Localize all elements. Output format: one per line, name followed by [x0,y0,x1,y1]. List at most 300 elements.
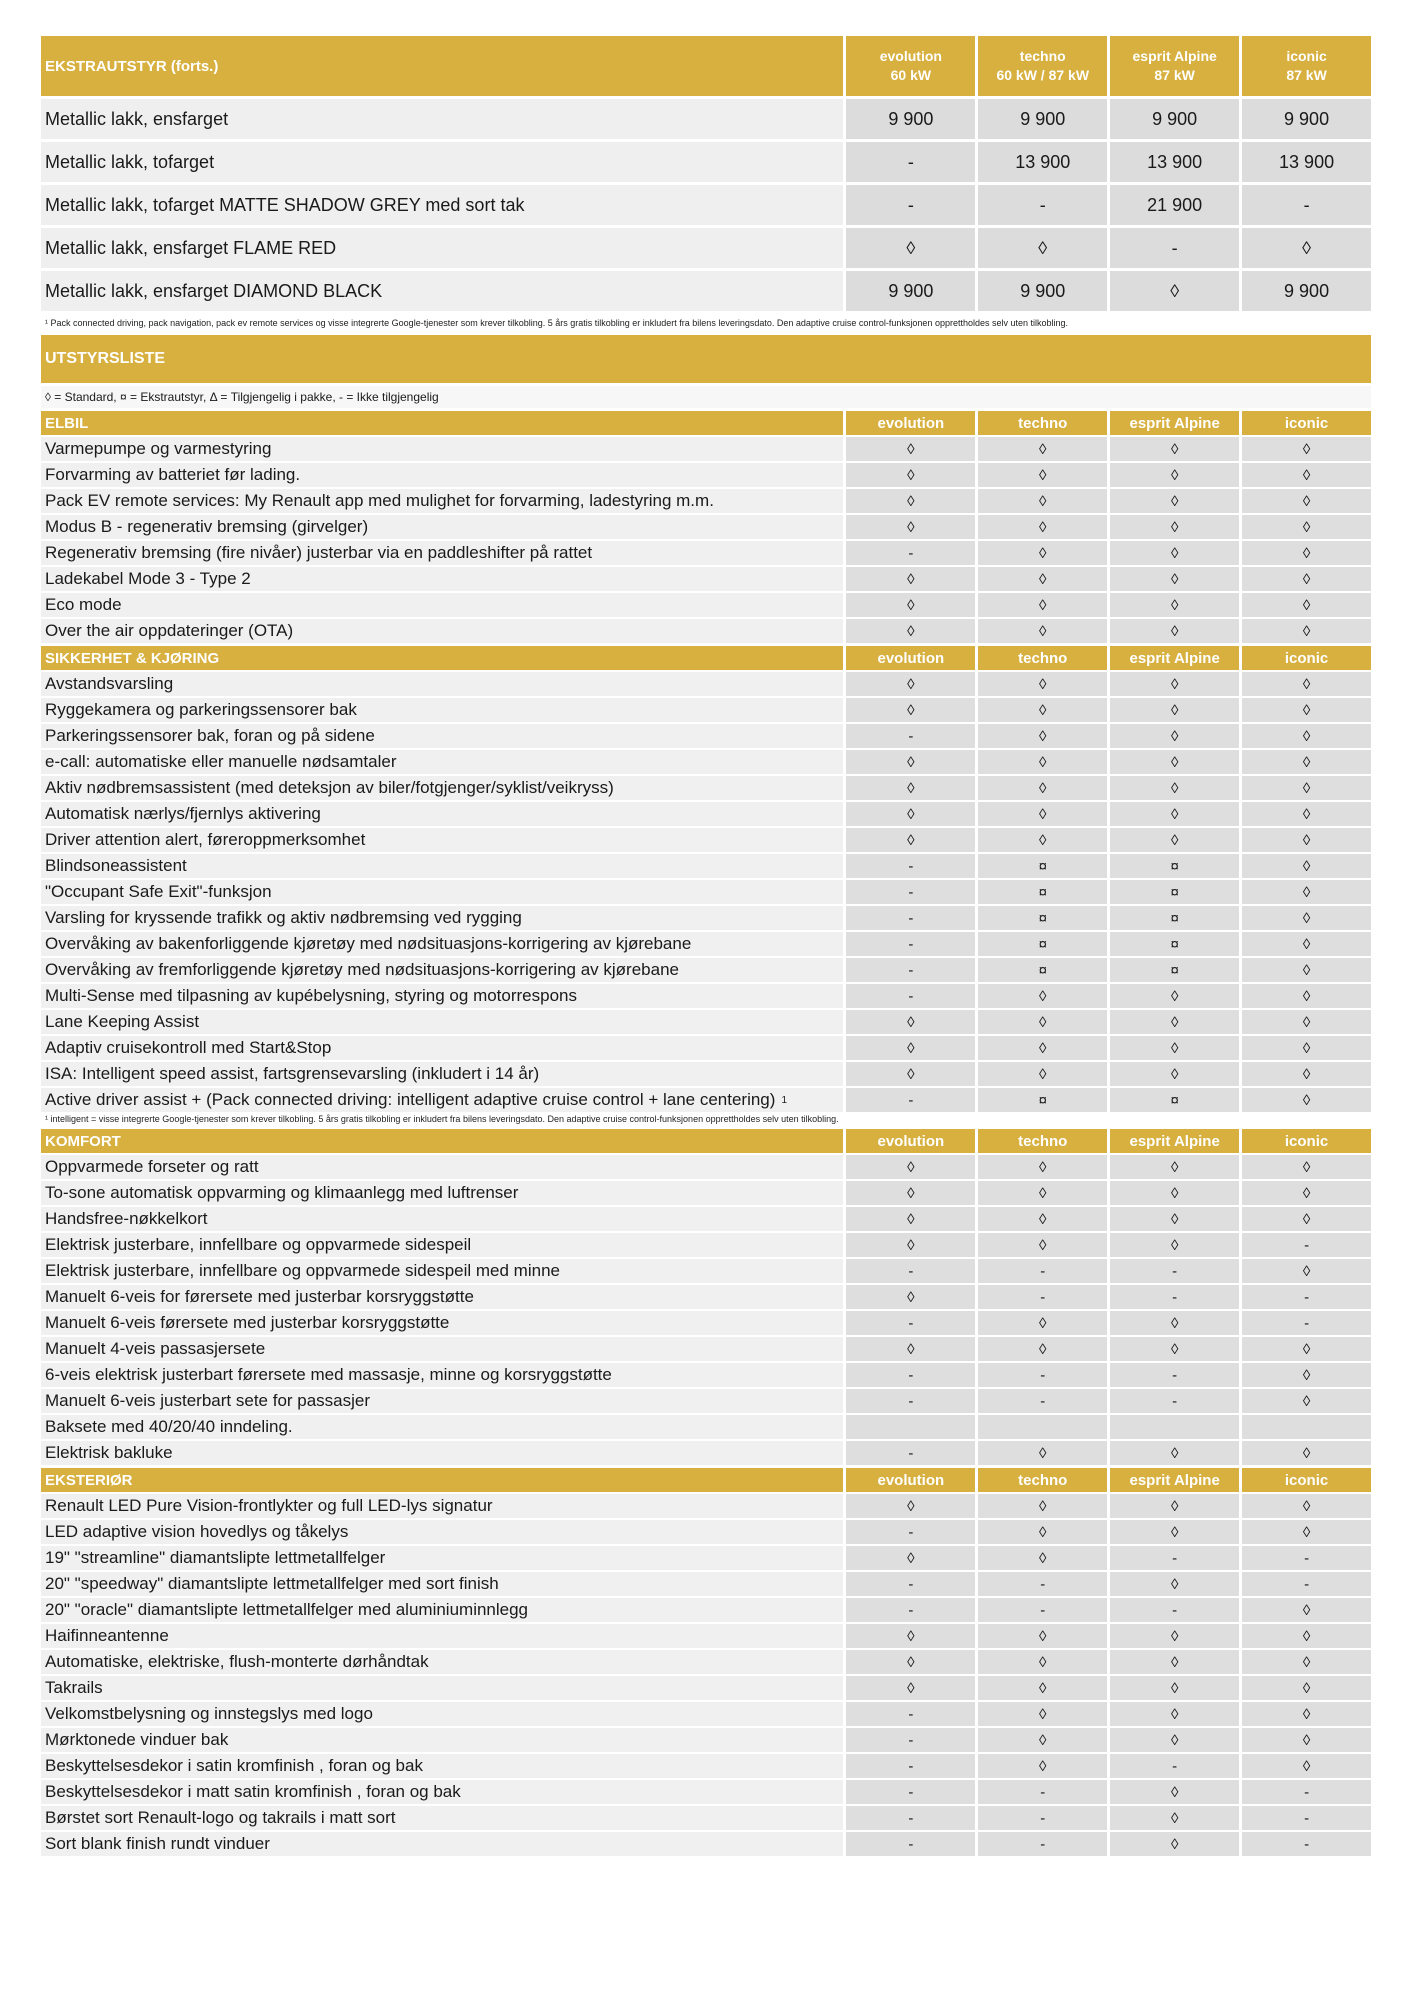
equipment-label [41,776,843,800]
equipment-label-text: Børstet sort Renault-logo og takrails i matt sort [45,1808,396,1827]
equipment-label-text: Beskyttelsesdekor i matt satin kromfinish , foran og bak [45,1782,461,1801]
column-header-evolution [846,36,975,96]
availability-techno: ◊ [978,1702,1107,1726]
availability-esprit-alpine: - [1110,1259,1239,1283]
equipment-label-text: Elektrisk justerbare, innfellbare og oppvarmede sidespeil [45,1235,472,1254]
equipment-row [41,619,1371,643]
availability-iconic: - [1242,1806,1371,1830]
column-header-iconic [1242,36,1371,96]
equipment-row [41,1728,1371,1752]
equipment-row [41,750,1371,774]
equipment-list-title: UTSTYRSLISTE [41,335,1371,383]
availability-esprit-alpine: ◊ [1110,1676,1239,1700]
availability-iconic: ◊ [1242,489,1371,513]
trim-label-esprit-alpine: esprit Alpine [1110,411,1239,435]
availability-techno: ¤ [978,880,1107,904]
availability-evolution: ◊ [846,515,975,539]
availability-iconic: ◊ [1242,437,1371,461]
equipment-label [41,1088,843,1112]
extras-price-iconic: ◊ [1242,228,1371,268]
equipment-row [41,1754,1371,1778]
equipment-row [41,1337,1371,1361]
equipment-label [41,1285,843,1309]
equipment-row [41,1363,1371,1387]
equipment-label-text: Haifinneantenne [45,1626,169,1645]
availability-iconic: ◊ [1242,463,1371,487]
availability-techno: - [978,1285,1107,1309]
availability-esprit-alpine: ◊ [1110,672,1239,696]
equipment-label [41,1572,843,1596]
equipment-label [41,932,843,956]
availability-esprit-alpine: - [1110,1598,1239,1622]
availability-esprit-alpine [1110,1415,1239,1439]
availability-techno: ¤ [978,1088,1107,1112]
availability-iconic: - [1242,1572,1371,1596]
equipment-row [41,776,1371,800]
availability-iconic: ◊ [1242,984,1371,1008]
availability-esprit-alpine: ◊ [1110,1494,1239,1518]
column-power: 60 kW / 87 kW [996,67,1090,83]
equipment-label-text: Automatiske, elektriske, flush-monterte dørhåndtak [45,1652,429,1671]
equipment-row [41,489,1371,513]
availability-iconic: ◊ [1242,906,1371,930]
trim-label-techno: techno [978,1129,1107,1153]
equipment-label-text: 6-veis elektrisk justerbart førersete med massasje, minne og korsryggstøtte [45,1365,612,1384]
availability-techno: ◊ [978,1181,1107,1205]
availability-evolution: ◊ [846,463,975,487]
extras-price-iconic: 9 900 [1242,271,1371,311]
equipment-label-text: Lane Keeping Assist [45,1012,200,1031]
availability-evolution: ◊ [846,828,975,852]
equipment-label [41,1546,843,1570]
equipment-label-text: Beskyttelsesdekor i satin kromfinish , foran og bak [45,1756,423,1775]
availability-techno: ◊ [978,619,1107,643]
trim-label-iconic: iconic [1242,1129,1371,1153]
availability-esprit-alpine: - [1110,1754,1239,1778]
equipment-row [41,1441,1371,1465]
equipment-row [41,1780,1371,1804]
equipment-row [41,437,1371,461]
availability-evolution: - [846,1780,975,1804]
availability-evolution: - [846,1832,975,1856]
equipment-row [41,1207,1371,1231]
equipment-label-text: Velkomstbelysning og innstegslys med logo [45,1704,373,1723]
availability-iconic [1242,1415,1371,1439]
equipment-label [41,750,843,774]
equipment-legend: ◊ = Standard, ¤ = Ekstrautstyr, Δ = Tilgjengelig i pakke, - = Ikke tilgjengelig [41,386,1371,408]
extras-row [41,271,1371,311]
equipment-label-text: 20" "oracle" diamantslipte lettmetallfelger med aluminiuminnlegg [45,1600,529,1619]
equipment-label-text: Blindsoneassistent [45,856,187,875]
equipment-label [41,463,843,487]
availability-evolution: - [846,854,975,878]
extras-row-label: Metallic lakk, ensfarget [41,99,843,139]
extras-row-label: Metallic lakk, tofarget [41,142,843,182]
availability-iconic: ◊ [1242,1494,1371,1518]
availability-iconic: ◊ [1242,750,1371,774]
extras-row [41,99,1371,139]
equipment-label [41,567,843,591]
equipment-label [41,880,843,904]
equipment-label [41,1780,843,1804]
equipment-row [41,1259,1371,1283]
price-list-page [41,36,1371,1856]
availability-esprit-alpine: ◊ [1110,1780,1239,1804]
extras-price-esprit-alpine: 9 900 [1110,99,1239,139]
equipment-label-text: Manuelt 6-veis justerbart sete for passasjer [45,1391,371,1410]
availability-techno: ◊ [978,984,1107,1008]
column-name: techno [1019,48,1066,64]
availability-evolution: ◊ [846,1207,975,1231]
section-title: EKSTERIØR [41,1468,843,1492]
equipment-label [41,1728,843,1752]
availability-techno: ◊ [978,828,1107,852]
equipment-row [41,1520,1371,1544]
equipment-row [41,880,1371,904]
availability-evolution: - [846,1572,975,1596]
equipment-label-text: Active driver assist + (Pack connected driving: intelligent adaptive cruise control + lane centering) [45,1090,776,1109]
availability-evolution: - [846,1806,975,1830]
equipment-label-text: Adaptiv cruisekontroll med Start&Stop [45,1038,332,1057]
equipment-sections [41,411,1371,1856]
equipment-label-text: Parkeringssensorer bak, foran og på sidene [45,726,375,745]
section-title: SIKKERHET & KJØRING [41,646,843,670]
equipment-row [41,724,1371,748]
trim-label-esprit-alpine: esprit Alpine [1110,1129,1239,1153]
equipment-label [41,1207,843,1231]
equipment-label-text: Mørktonede vinduer bak [45,1730,229,1749]
equipment-label-text: Baksete med 40/20/40 inndeling. [45,1417,293,1436]
availability-esprit-alpine: ◊ [1110,1337,1239,1361]
extras-price-esprit-alpine: - [1110,228,1239,268]
extras-price-techno: 9 900 [978,99,1107,139]
equipment-label-text: Overvåking av fremforliggende kjøretøy med nødsituasjons-korrigering av kjørebane [45,960,679,979]
availability-techno: - [978,1389,1107,1413]
equipment-label [41,1832,843,1856]
availability-iconic: ◊ [1242,1754,1371,1778]
equipment-label [41,1389,843,1413]
trim-label-iconic: iconic [1242,411,1371,435]
availability-iconic: - [1242,1780,1371,1804]
equipment-label [41,1754,843,1778]
equipment-label-text: Overvåking av bakenforliggende kjøretøy med nødsituasjons-korrigering av kjørebane [45,934,692,953]
equipment-label-text: To-sone automatisk oppvarming og klimaanlegg med luftrenser [45,1183,519,1202]
availability-evolution [846,1415,975,1439]
availability-esprit-alpine: - [1110,1363,1239,1387]
extras-price-esprit-alpine: 21 900 [1110,185,1239,225]
availability-iconic: ◊ [1242,1036,1371,1060]
availability-esprit-alpine: ¤ [1110,1088,1239,1112]
equipment-label-text: Manuelt 6-veis førersete med justerbar korsryggstøtte [45,1313,450,1332]
availability-techno: - [978,1363,1107,1387]
equipment-label-text: Manuelt 4-veis passasjersete [45,1339,266,1358]
availability-evolution: ◊ [846,593,975,617]
equipment-label-text: Ladekabel Mode 3 - Type 2 [45,569,251,588]
equipment-label-text: e-call: automatiske eller manuelle nødsamtaler [45,752,397,771]
equipment-label-text: ISA: Intelligent speed assist, fartsgrensevarsling (inkludert i 14 år) [45,1064,540,1083]
equipment-row [41,515,1371,539]
equipment-row [41,1546,1371,1570]
equipment-label-text: Varmepumpe og varmestyring [45,439,272,458]
availability-techno: - [978,1806,1107,1830]
availability-esprit-alpine: ◊ [1110,1155,1239,1179]
equipment-label-text: "Occupant Safe Exit"-funksjon [45,882,272,901]
extras-row [41,142,1371,182]
availability-techno: ◊ [978,1010,1107,1034]
availability-iconic: ◊ [1242,1520,1371,1544]
footnote-marker: 1 [781,1094,787,1106]
availability-iconic: ◊ [1242,1259,1371,1283]
availability-evolution: ◊ [846,1624,975,1648]
availability-iconic: ◊ [1242,567,1371,591]
equipment-row [41,1062,1371,1086]
availability-techno: ◊ [978,463,1107,487]
availability-evolution: ◊ [846,1062,975,1086]
availability-techno: - [978,1832,1107,1856]
equipment-row [41,1650,1371,1674]
equipment-label-text: Ryggekamera og parkeringssensorer bak [45,700,357,719]
equipment-label [41,698,843,722]
trim-label-esprit-alpine: esprit Alpine [1110,1468,1239,1492]
availability-techno: ◊ [978,698,1107,722]
equipment-label [41,1650,843,1674]
equipment-label [41,1010,843,1034]
column-name: evolution [879,48,942,64]
availability-esprit-alpine: ¤ [1110,906,1239,930]
equipment-row [41,1389,1371,1413]
trim-label-techno: techno [978,646,1107,670]
equipment-label [41,1624,843,1648]
equipment-label [41,1676,843,1700]
availability-iconic: ◊ [1242,1010,1371,1034]
equipment-row [41,1415,1371,1439]
equipment-row [41,984,1371,1008]
equipment-row [41,1010,1371,1034]
availability-esprit-alpine: ◊ [1110,1728,1239,1752]
availability-techno: ◊ [978,567,1107,591]
availability-esprit-alpine: ◊ [1110,1207,1239,1231]
equipment-label [41,437,843,461]
trim-label-iconic: iconic [1242,646,1371,670]
equipment-row [41,1806,1371,1830]
availability-techno: ◊ [978,1207,1107,1231]
extras-price-techno: 9 900 [978,271,1107,311]
equipment-row [41,1494,1371,1518]
availability-esprit-alpine: ¤ [1110,880,1239,904]
availability-iconic: - [1242,1311,1371,1335]
availability-techno: ◊ [978,750,1107,774]
availability-esprit-alpine: ◊ [1110,802,1239,826]
trim-label-evolution: evolution [846,411,975,435]
availability-esprit-alpine: ◊ [1110,1062,1239,1086]
section-header-sikkerhet-kj-ring [41,646,1371,670]
availability-iconic: ◊ [1242,1702,1371,1726]
equipment-row [41,1598,1371,1622]
equipment-row [41,1181,1371,1205]
availability-evolution: ◊ [846,1181,975,1205]
extras-price-iconic: 13 900 [1242,142,1371,182]
availability-evolution: ◊ [846,1494,975,1518]
equipment-label [41,1311,843,1335]
equipment-label [41,1337,843,1361]
equipment-row [41,672,1371,696]
availability-esprit-alpine: ◊ [1110,1010,1239,1034]
availability-esprit-alpine: ◊ [1110,489,1239,513]
availability-techno: ◊ [978,593,1107,617]
availability-evolution: ◊ [846,1546,975,1570]
availability-evolution: - [846,984,975,1008]
availability-iconic: ◊ [1242,1650,1371,1674]
equipment-row [41,1832,1371,1856]
availability-techno: ◊ [978,541,1107,565]
availability-iconic: ◊ [1242,672,1371,696]
availability-esprit-alpine: ◊ [1110,541,1239,565]
equipment-label [41,515,843,539]
availability-esprit-alpine: ◊ [1110,828,1239,852]
extras-price-techno: 13 900 [978,142,1107,182]
trim-label-iconic: iconic [1242,1468,1371,1492]
section-header-eksteri-r [41,1468,1371,1492]
equipment-row [41,802,1371,826]
availability-techno: ◊ [978,1520,1107,1544]
availability-evolution: - [846,1441,975,1465]
equipment-label-text: Elektrisk justerbare, innfellbare og oppvarmede sidespeil med minne [45,1261,560,1280]
equipment-label [41,1181,843,1205]
availability-iconic: ◊ [1242,593,1371,617]
extras-row-label: Metallic lakk, ensfarget DIAMOND BLACK [41,271,843,311]
availability-iconic: - [1242,1546,1371,1570]
equipment-row [41,1285,1371,1309]
equipment-label [41,958,843,982]
availability-evolution: ◊ [846,1285,975,1309]
availability-evolution: ◊ [846,750,975,774]
availability-evolution: ◊ [846,567,975,591]
equipment-label [41,724,843,748]
availability-esprit-alpine: ¤ [1110,854,1239,878]
availability-esprit-alpine: ◊ [1110,619,1239,643]
equipment-label-text: Regenerativ bremsing (fire nivåer) justerbar via en paddleshifter på rattet [45,543,593,562]
extras-row-label: Metallic lakk, ensfarget FLAME RED [41,228,843,268]
extras-row [41,228,1371,268]
equipment-row [41,1624,1371,1648]
section-header-elbil [41,411,1371,435]
availability-techno: ◊ [978,1624,1107,1648]
availability-esprit-alpine: ◊ [1110,724,1239,748]
availability-techno: - [978,1598,1107,1622]
availability-techno: ◊ [978,802,1107,826]
availability-iconic: ◊ [1242,619,1371,643]
availability-esprit-alpine: ◊ [1110,1520,1239,1544]
equipment-label-text: Aktiv nødbremsassistent (med deteksjon av biler/fotgjenger/syklist/veikryss) [45,778,614,797]
availability-evolution: - [846,1311,975,1335]
availability-techno: ◊ [978,1311,1107,1335]
availability-esprit-alpine: ◊ [1110,1441,1239,1465]
equipment-row [41,541,1371,565]
availability-iconic: ◊ [1242,1181,1371,1205]
availability-esprit-alpine: ◊ [1110,750,1239,774]
extras-price-techno: - [978,185,1107,225]
availability-iconic: ◊ [1242,828,1371,852]
equipment-label-text: Forvarming av batteriet før lading. [45,465,301,484]
availability-esprit-alpine: - [1110,1285,1239,1309]
availability-iconic: ◊ [1242,1062,1371,1086]
equipment-label [41,489,843,513]
availability-esprit-alpine: ◊ [1110,1624,1239,1648]
availability-iconic: ◊ [1242,1363,1371,1387]
availability-techno: ◊ [978,437,1107,461]
equipment-row [41,463,1371,487]
availability-iconic: ◊ [1242,1207,1371,1231]
equipment-row [41,1572,1371,1596]
availability-iconic: ◊ [1242,1441,1371,1465]
equipment-row [41,1311,1371,1335]
trim-label-techno: techno [978,411,1107,435]
equipment-label [41,672,843,696]
equipment-label-text: Multi-Sense med tilpasning av kupébelysning, styring og motorrespons [45,986,577,1005]
equipment-label [41,1062,843,1086]
availability-evolution: - [846,1520,975,1544]
availability-techno: ◊ [978,1155,1107,1179]
availability-evolution: - [846,724,975,748]
availability-esprit-alpine: ◊ [1110,776,1239,800]
equipment-label [41,854,843,878]
availability-iconic: - [1242,1832,1371,1856]
availability-techno [978,1415,1107,1439]
column-name: esprit Alpine [1132,48,1217,64]
extras-header-row [41,36,1371,96]
equipment-label [41,619,843,643]
equipment-row [41,1233,1371,1257]
availability-iconic: ◊ [1242,541,1371,565]
equipment-label [41,1259,843,1283]
extras-rows [41,99,1371,311]
equipment-row [41,932,1371,956]
availability-evolution: ◊ [846,672,975,696]
availability-iconic: ◊ [1242,854,1371,878]
availability-esprit-alpine: ◊ [1110,1233,1239,1257]
availability-techno: ◊ [978,1233,1107,1257]
availability-iconic: ◊ [1242,776,1371,800]
equipment-label-text: Driver attention alert, føreroppmerksomhet [45,830,366,849]
equipment-label-text: 19" "streamline" diamantslipte lettmetallfelger [45,1548,386,1567]
availability-esprit-alpine: ◊ [1110,463,1239,487]
availability-esprit-alpine: ◊ [1110,984,1239,1008]
availability-techno: ◊ [978,1754,1107,1778]
extras-row [41,185,1371,225]
availability-evolution: - [846,958,975,982]
extras-title: EKSTRAUTSTYR (forts.) [41,36,843,96]
equipment-label [41,1415,843,1439]
availability-iconic: ◊ [1242,1728,1371,1752]
availability-techno: - [978,1780,1107,1804]
extras-price-evolution: - [846,142,975,182]
equipment-label-text: Automatisk nærlys/fjernlys aktivering [45,804,321,823]
availability-esprit-alpine: ◊ [1110,1181,1239,1205]
availability-esprit-alpine: - [1110,1546,1239,1570]
equipment-label-text: Renault LED Pure Vision-frontlykter og full LED-lys signatur [45,1496,493,1515]
column-power: 87 kW [1286,67,1327,83]
availability-techno: ◊ [978,776,1107,800]
availability-techno: - [978,1572,1107,1596]
equipment-label [41,1806,843,1830]
extras-price-evolution: 9 900 [846,271,975,311]
availability-techno: ◊ [978,1036,1107,1060]
availability-esprit-alpine: ◊ [1110,1702,1239,1726]
availability-evolution: ◊ [846,619,975,643]
availability-techno: ◊ [978,1494,1107,1518]
availability-iconic: ◊ [1242,698,1371,722]
availability-esprit-alpine: ¤ [1110,932,1239,956]
